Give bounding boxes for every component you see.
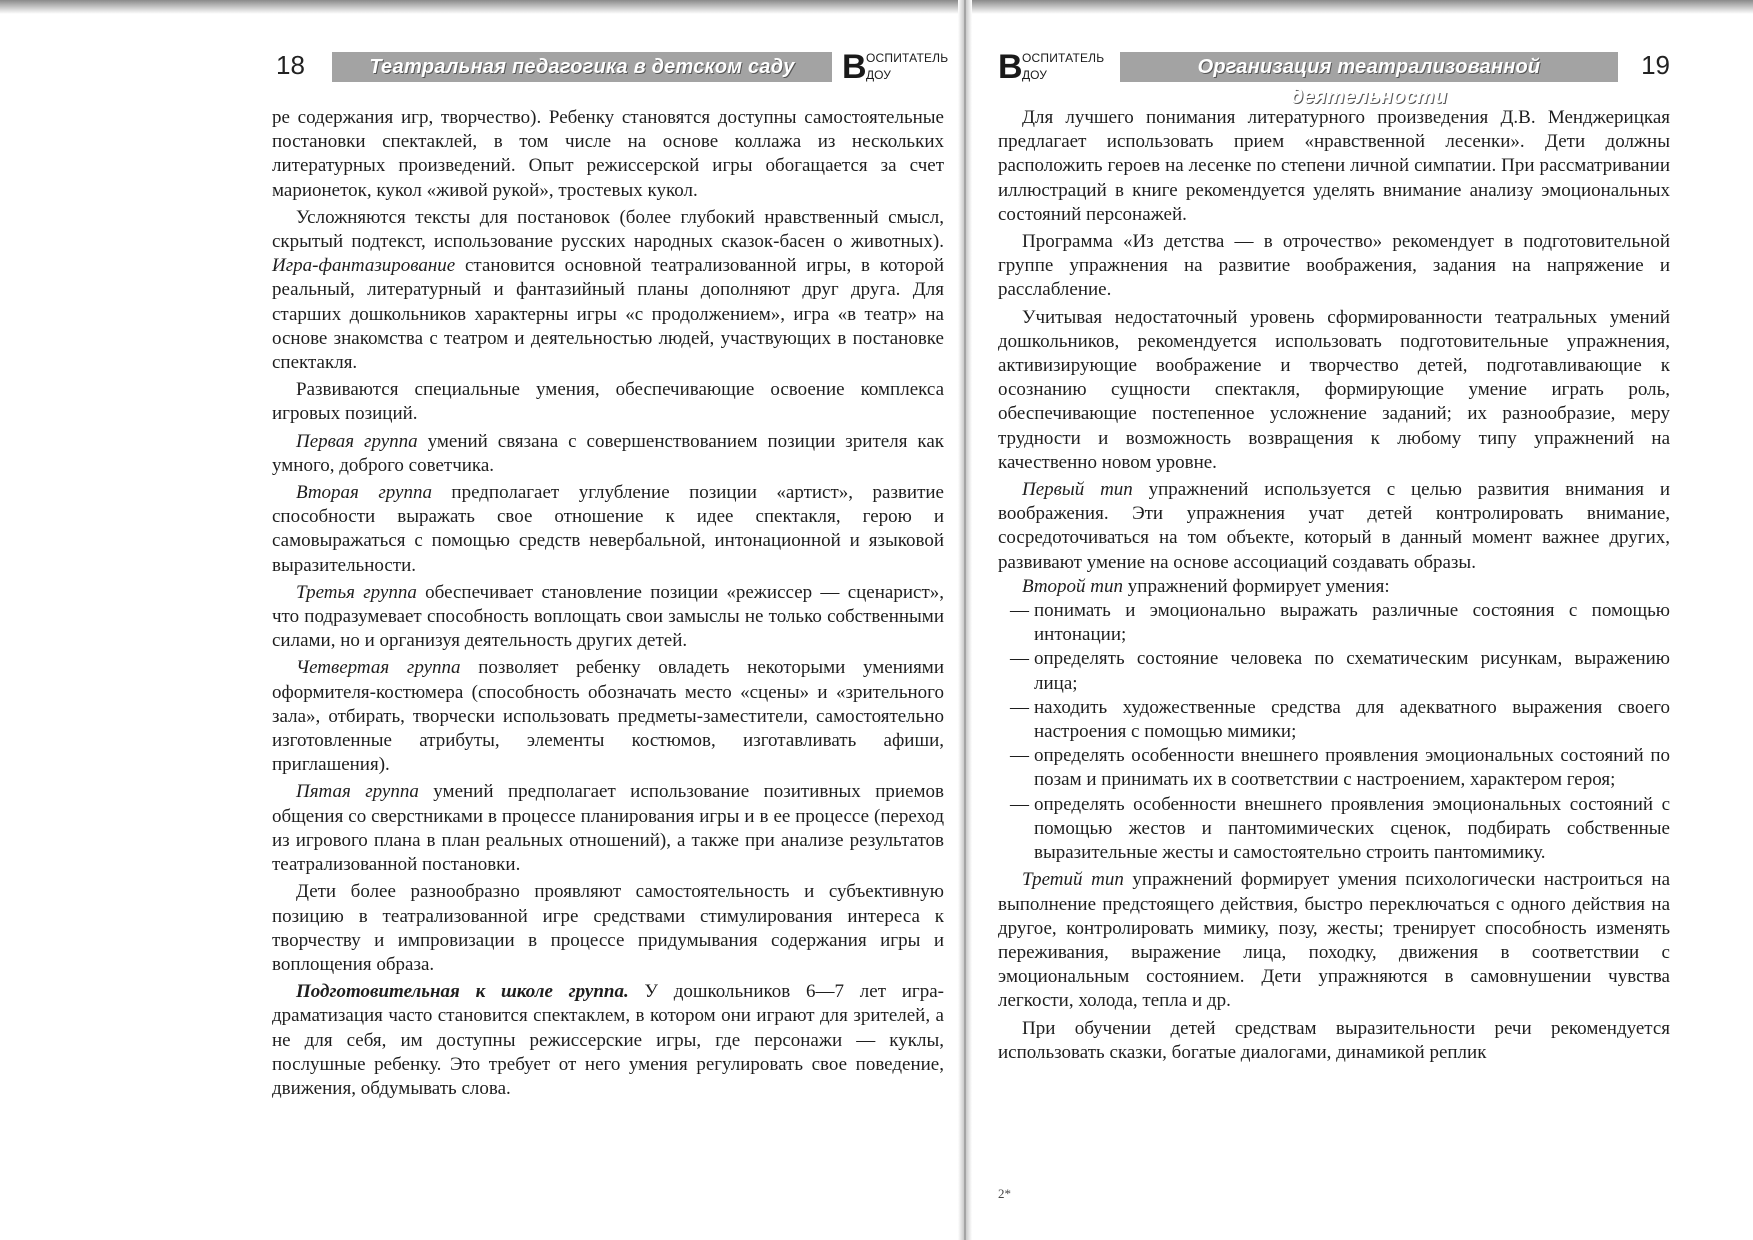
skills-list	[998, 599, 1670, 865]
paragraph: Развиваются специальные умения, обеспечивающие освоение комплекса игровых позиций.	[272, 379, 944, 425]
paragraph: Пятая группа умений предполагает использование позитивных приемов общения со сверстниками в процессе планирования игры и в ее процессе (переход из игрового плана в план реальных отношений), а также при анализе результатов театрализованной постановки.	[272, 781, 944, 876]
paragraph-lead: Четвертая группа	[296, 657, 461, 679]
right-page-header	[998, 48, 1670, 108]
paragraph: Усложняются тексты для постановок (более глубокий нравственный смысл, скрытый подтекст, использование русских народных сказок-басен о животных). Игра-фантазирование становится основной театрализованной игры, в которой реальный, литературный и фантазийный планы дополняют друг друга. Для старших дошкольников характерны игры «с продолжением», игра «в театр» на основе знакомства с театром и деятельностью людей, участвующих в постановке спектакля.	[272, 206, 944, 374]
running-head-banner: Организация театрализованной деятельности	[1120, 52, 1618, 82]
paragraph: Вторая группа предполагает углубление позиции «артист», развитие способности выражать свое отношение к идее спектакля, герою и самовыражаться с помощью средств невербальной, интонационной и языковой выразительности.	[272, 482, 944, 576]
paragraph: Первая группа умений связана с совершенствованием позиции зрителя как умного, доброго советчика.	[272, 430, 944, 476]
left-page-body	[272, 106, 944, 1101]
logo-initial: В	[998, 48, 1023, 86]
book-gutter	[958, 0, 972, 1240]
left-page	[272, 48, 949, 1238]
paragraph: При обучении детей средствам выразительности речи рекомендуется использовать сказки, богатые диалогами, динамикой реплик	[998, 1017, 1670, 1063]
right-page-body	[998, 106, 1670, 1065]
paragraph: Четвертая группа позволяет ребенку овладеть некоторыми умениями оформителя-костюмера (способность обозначать место «сцены» и «зрительного зала», отбирать, творчески использовать предметы-заместители, самостоятельно изготовленные атрибуты, элементы костюмов, изготавливать афиши, приглашения).	[272, 657, 944, 776]
list-item: — определять особенности внешнего проявления эмоциональных состояний с помощью жестов и пантомимических сценок, подбирать собственные выразительные жесты и самостоятельно строить пантомимику.	[1034, 793, 1670, 866]
list-item: — определять особенности внешнего проявления эмоциональных состояний по позам и принимать их в соответствии с настроением, характером героя;	[1034, 744, 1670, 792]
list-item: — находить художественные средства для адекватного выражения своего настроения с помощью мимики;	[1034, 696, 1670, 744]
paragraph-lead: Третья группа	[296, 581, 417, 603]
logo-line-2: ДОУ	[866, 68, 891, 82]
list-item: — понимать и эмоционально выражать различные состояния с помощью интонации;	[1034, 599, 1670, 647]
paragraph-lead: Второй тип	[1022, 575, 1124, 597]
signature-mark: 2*	[998, 1186, 1011, 1201]
magazine-logo	[842, 48, 952, 88]
paragraph: Учитывая недостаточный уровень сформированности театральных умений дошкольников, рекомендуется использовать подготовительные упражнения, активизирующие воображение и творчество детей, подготавливающие к осознанию сущности спектакля, формирующие умение играть роль, обеспечивающие постепенное усложнение заданий; их разнообразие, меру трудности и возможность возвращения к любому типу упражнений на качественно новом уровне.	[998, 306, 1670, 473]
paragraph: Третья группа обеспечивает становление позиции «режиссер — сценарист», что подразумевает способность воплощать свои замыслы не только собственными силами, но и организуя деятельность других детей.	[272, 581, 944, 652]
paragraph-lead: Первый тип	[1022, 479, 1133, 501]
left-page-header	[272, 48, 949, 88]
paragraph-lead: Вторая группа	[296, 482, 432, 504]
scan-edge	[0, 0, 1753, 14]
page-number: 19	[1641, 50, 1670, 80]
paragraph-lead: Пятая группа	[296, 781, 419, 803]
paragraph-lead: Первая группа	[296, 430, 418, 452]
logo-line-1: ОСПИТАТЕЛЬ	[1022, 51, 1105, 65]
paragraph: Для лучшего понимания литературного произведения Д.В. Менджерицкая предлагает использовать прием «нравственной лесенки». Дети должны расположить героев на лесенке по степени личной симпатии. При рассматривании иллюстраций в книге рекомендуется уделять внимание анализу эмоциональных состояний персонажей.	[998, 107, 1670, 225]
paragraph-lead: Игра-фантазирование	[272, 255, 456, 277]
running-head-banner: Театральная педагогика в детском саду	[332, 52, 832, 82]
paragraph-lead: Третий тип	[1022, 869, 1124, 891]
paragraph: Первый тип упражнений используется с целью развития внимания и воображения. Эти упражнения учат детей контролировать внимание, сосредоточиваться на том объекте, который в данный момент важнее других, развивают умение на основе ассоциаций создавать образы.	[998, 479, 1670, 573]
magazine-logo	[998, 48, 1108, 88]
list-item: — определять состояние человека по схематическим рисункам, выражению лица;	[1034, 647, 1670, 695]
section-heading: Подготовительная к школе группа.	[296, 981, 629, 1003]
paragraph: Подготовительная к школе группа. У дошкольников 6—7 лет игра-драматизация часто становится спектаклем, в котором они играют для зрителей, а не для себя, им доступны режиссерские игры, где персонажи — куклы, послушные ребенку. Это требует от него умения регулировать свое поведение, движения, обдумывать слова.	[272, 981, 944, 1099]
logo-initial: В	[842, 48, 867, 86]
paragraph: Второй тип упражнений формирует умения:	[1022, 575, 1390, 597]
paragraph: Программа «Из детства — в отрочество» рекомендует в подготовительной группе упражнения на развитие воображения, задания на напряжение и расслабление.	[998, 231, 1670, 301]
page-number: 18	[276, 50, 305, 80]
logo-line-1: ОСПИТАТЕЛЬ	[866, 51, 949, 65]
logo-line-2: ДОУ	[1022, 68, 1047, 82]
paragraph: Дети более разнообразно проявляют самостоятельность и субъективную позицию в театрализованной игре средствами стимулирования интереса к творчеству и импровизации в процессе придумывания содержания игры и воплощения образа.	[272, 881, 944, 975]
paragraph: ре содержания игр, творчество). Ребенку становятся доступны самостоятельные постановки спектаклей, в том числе на основе коллажа из нескольких литературных произведений. Опыт режиссерской игры обогащается за счет марионеток, кукол «живой рукой», тростевых кукол.	[272, 107, 944, 201]
paragraph: Третий тип упражнений формирует умения психологически настроиться на выполнение предстоящего действия, быстро переключаться с одного действия на другое, контролировать мимику, позу, жесты; тренирует способность изменять переживания, выражение лица, походку, движения в соответствии с эмоциональным состоянием. Дети упражняются в самовнушении чувства легкости, холода, тепла и др.	[998, 869, 1671, 1012]
right-page	[998, 48, 1670, 1238]
